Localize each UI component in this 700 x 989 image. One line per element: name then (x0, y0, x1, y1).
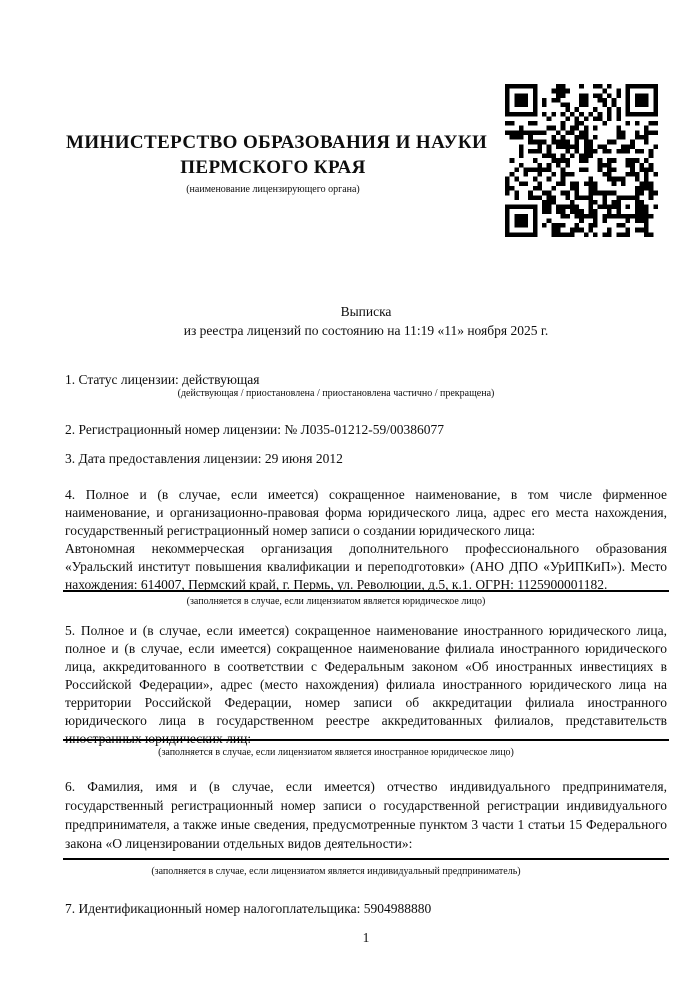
fill-line-foreign-entity (63, 739, 669, 741)
legal-entity-section (65, 486, 667, 594)
ministry-name-caption: (наименование лицензирующего органа) (186, 184, 360, 195)
foreign-entity-label: 5. Полное и (в случае, если имеется) сокращенное наименование иностранного юридического лица, полное и (в случае, если имеется) сокращенное наименование филиала иностранного юридического лица, аккредитованного в соответствии с Федеральным законом «Об иностранных инвестициях в Российской Федерации», адрес (место нахождения) филиала иностранного юридического лица на территории Российской Федерации, номер записи об аккредитации филиала иностранного юридического лица в государственном реестре аккредитованных филиалов, представительств иностранных юридических лиц: (65, 623, 667, 746)
foreign-entity-section (65, 622, 667, 748)
fill-line-legal-entity (63, 590, 669, 592)
ministry-name-line2: ПЕРМСКОГО КРАЯ (180, 157, 366, 178)
ministry-name-line1: МИНИСТЕРСТВО ОБРАЗОВАНИЯ И НАУКИ (66, 132, 488, 153)
status-options-caption: (действующая / приостановлена / приостановлена частично / прекращена) (177, 388, 495, 399)
legal-entity-label: 4. Полное и (в случае, если имеется) сокращенное наименование, в том числе фирменное наименование, и организационно-правовая форма юридического лица, адрес его места нахождения, государственный регистрационный номер записи о создании юридического лица: (65, 487, 667, 538)
taxpayer-id-line: 7. Идентификационный номер налогоплательщика: 5904988880 (65, 901, 432, 916)
qr-code-svg (505, 84, 658, 237)
extract-date-line: из реестра лицензий по состоянию на 11:19 «11» ноября 2025 г. (183, 323, 549, 338)
entrepreneur-label: 6. Фамилия, имя и (в случае, если имеется) отчество индивидуального предпринимателя, государственный регистрационный номер записи о государственной регистрации индивидуального предпринимателя, а также иные сведения, предусмотренные пунктом 3 части 1 статьи 15 Федерального закона «О лицензировании отдельных видов деятельности»: (65, 779, 667, 851)
registration-number-line: 2. Регистрационный номер лицензии: № Л035-01212-59/00386077 (65, 422, 445, 437)
entrepreneur-section (65, 777, 667, 853)
foreign-entity-caption: (заполняется в случае, если лицензиатом является иностранное юридическое лицо) (158, 747, 514, 758)
entrepreneur-caption: (заполняется в случае, если лицензиатом является индивидуальный предприниматель) (151, 866, 521, 877)
legal-entity-value: Автономная некоммерческая организация дополнительного профессионального образования «Уральский институт повышения квалификации и переподготовки» (АНО ДПО «УрИПКиП»). Место нахождения: 614007, Пермский край, г. Пермь, ул. Революции, д.5, к.1. ОГРН: 1125900001182. (65, 541, 667, 592)
grant-date-line: 3. Дата предоставления лицензии: 29 июня 2012 (65, 451, 343, 466)
license-status-line: 1. Статус лицензии: действующая (65, 372, 260, 387)
licensing-authority-header (66, 130, 488, 196)
legal-entity-caption: (заполняется в случае, если лицензиатом является юридическое лицо) (186, 596, 486, 607)
qr-code-image (505, 84, 658, 237)
document-title-block (65, 302, 667, 340)
document-title: Выписка (340, 304, 392, 319)
fill-line-entrepreneur (63, 858, 669, 860)
page-number: 1 (362, 930, 370, 945)
